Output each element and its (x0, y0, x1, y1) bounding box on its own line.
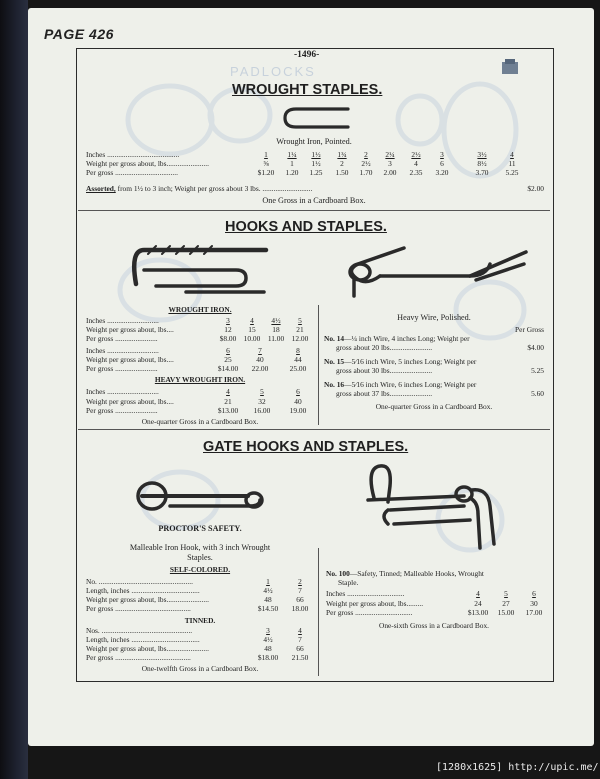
hooks-left-label-inches-2: Inches ............................ (86, 346, 159, 355)
gate-right-cell: 6 (532, 589, 536, 598)
wire-hook-price: 5.25 (531, 366, 544, 375)
wire-hook-num: No. 15 (324, 357, 345, 366)
gate-left-label-weight-2: Weight per gross about, lbs....................... (86, 644, 209, 653)
hooks-left-cell: 7 (258, 346, 262, 355)
wire-hook-num: No. 14 (324, 334, 345, 343)
wrought-cell: 4 (510, 150, 514, 159)
hooks-left-cell: 40 (294, 397, 302, 406)
hooks-left-label-weight-2: Weight per gross about, lbs.... (86, 355, 174, 364)
wrought-cell: 2¼ (385, 150, 395, 159)
wrought-hook-icon (126, 240, 276, 302)
wrought-cell: 2 (340, 159, 344, 168)
hooks-left-cell: 12.00 (291, 334, 309, 343)
heavy-wrought-iron-head: HEAVY WROUGHT IRON. (154, 375, 246, 384)
hooks-left-label-price-3: Per gross ....................... (86, 406, 158, 415)
gate-right-cell: 30 (530, 599, 538, 608)
gate-left-cell: 4 (298, 626, 302, 635)
gate-right-cell: 17.00 (525, 608, 543, 617)
hooks-left-label-price-2: Per gross ....................... (86, 364, 158, 373)
wire-hook-price: 5.60 (531, 389, 544, 398)
gate-right-label-price: Per gross ............................... (326, 608, 413, 617)
wrought-cell: 1¾ (337, 150, 347, 159)
book-spine (0, 0, 28, 779)
hooks-staples-title: HOOKS AND STAPLES. (225, 219, 387, 235)
safety-tinned-hook-icon (360, 460, 510, 552)
gate-left-cell: 18.00 (291, 604, 309, 613)
wire-hook-desc: —¼ inch Wire, 4 inches Long; Weight per (344, 334, 470, 343)
gate-right-cell: $13.00 (467, 608, 489, 617)
gate-left-label-length: Length, inches ..................................... (86, 586, 200, 595)
gate-left-cell: 7 (298, 635, 302, 644)
no100-line1 (326, 569, 484, 578)
wrought-cell: 3 (440, 150, 444, 159)
hooks-left-cell: 21 (224, 397, 232, 406)
no100-text: —Safety, Tinned; Malleable Hooks, Wrought (349, 569, 484, 578)
wrought-cell: 1½ (311, 159, 321, 168)
gate-right-cell: 27 (502, 599, 510, 608)
assorted-price: $2.00 (527, 184, 544, 193)
wrought-cell: 3½ (477, 150, 487, 159)
hooks-left-cell: $14.00 (217, 364, 239, 373)
wrought-cell: 2 (364, 150, 368, 159)
gate-left-label-no: No. ................................................... (86, 577, 193, 586)
wrought-cell: 1.20 (285, 168, 299, 177)
hooks-left-cell: 4 (226, 387, 230, 396)
wire-hook-desc: —5⁄16 inch Wire, 5 inches Long; Weight per (344, 357, 477, 366)
gate-left-label-price: Per gross ......................................... (86, 604, 191, 613)
hooks-left-label-inches-1: Inches ............................ (86, 316, 159, 325)
wire-hook-item (324, 334, 470, 343)
gate-left-cell: 48 (264, 644, 272, 653)
section-divider (78, 210, 550, 211)
wrought-cell: 2.00 (383, 168, 397, 177)
hooks-left-cell: 10.00 (243, 334, 261, 343)
background-title: PADLOCKS (230, 64, 316, 79)
hooks-left-cell: 25.00 (289, 364, 307, 373)
wire-hook-desc-2: gross about 37 lbs....................... (336, 389, 433, 398)
catalog-number: -1496- (294, 50, 320, 60)
brand-logo-icon (498, 58, 522, 78)
hooks-left-note: One-quarter Gross in a Cardboard Box. (141, 417, 259, 426)
hooks-left-cell: 5 (260, 387, 264, 396)
hooks-left-cell: $13.00 (217, 406, 239, 415)
wrought-cell: 8½ (477, 159, 487, 168)
assorted-text: from 1½ to 3 inch; Weight per gross about 3 lbs. ........................... (117, 184, 313, 193)
image-footer: [1280x1625] http://upic.me/ (436, 762, 599, 773)
wrought-staples-title: WROUGHT STAPLES. (232, 82, 383, 98)
gate-left-cell: 2 (298, 577, 302, 586)
gate-left-cell: 1 (266, 577, 270, 586)
column-divider (318, 305, 319, 425)
per-gross-head: Per Gross (515, 325, 544, 334)
gate-left-cell: 66 (296, 644, 304, 653)
hooks-left-cell: 8 (296, 346, 300, 355)
hooks-left-cell: 16.00 (253, 406, 271, 415)
wrought-cell: 1.25 (309, 168, 323, 177)
wire-hook-item (324, 357, 476, 366)
gate-left-cell: $18.00 (257, 653, 279, 662)
tinned-head: TINNED. (184, 616, 216, 625)
hooks-left-cell: 4 (250, 316, 254, 325)
hooks-left-cell: 22.00 (251, 364, 269, 373)
wire-hook-item (324, 380, 476, 389)
hooks-left-cell: 15 (248, 325, 256, 334)
wrought-cell: 1.70 (359, 168, 373, 177)
proctor-desc-1: Malleable Iron Hook, with 3 inch Wrought (129, 543, 271, 552)
section-divider (78, 429, 550, 430)
column-divider (318, 548, 319, 676)
wrought-cell: 2.35 (409, 168, 423, 177)
wire-hook-num: No. 16 (324, 380, 345, 389)
wrought-cell: ⅝ (263, 159, 269, 168)
wrought-cell: 1½ (311, 150, 321, 159)
hooks-left-cell: 6 (296, 387, 300, 396)
assorted-line (86, 184, 312, 193)
gate-right-cell: 15.00 (497, 608, 515, 617)
wrought-cell: 1¼ (287, 150, 297, 159)
wrought-cell: $1.20 (257, 168, 275, 177)
gate-left-cell: 48 (264, 595, 272, 604)
proctor-desc-2: Staples. (187, 553, 213, 562)
gate-right-cell: 5 (504, 589, 508, 598)
hooks-left-cell: 18 (272, 325, 280, 334)
hooks-left-label-weight-3: Weight per gross about, lbs.... (86, 397, 174, 406)
wire-hook-desc: —5⁄16 inch Wire, 6 inches Long; Weight per (344, 380, 477, 389)
gate-right-note: One-sixth Gross in a Cardboard Box. (378, 621, 490, 630)
hooks-left-cell: 11.00 (267, 334, 285, 343)
gate-left-cell: 21.50 (291, 653, 309, 662)
hooks-left-cell: 21 (296, 325, 304, 334)
hooks-left-cell: 19.00 (289, 406, 307, 415)
gate-left-cell: 66 (296, 595, 304, 604)
gate-hooks-title: GATE HOOKS AND STAPLES. (203, 439, 409, 455)
wrought-row-label-weight: Weight per gross about, lbs....................... (86, 159, 209, 168)
wrought-cell: 3 (388, 159, 392, 168)
gate-left-label-length-2: Length, inches ..................................... (86, 635, 200, 644)
wrought-note: One Gross in a Cardboard Box. (262, 196, 366, 205)
gate-left-label-nos: Nos. ................................................. (86, 626, 193, 635)
wrought-cell: 3.70 (475, 168, 489, 177)
gate-right-label-weight: Weight per gross about, lbs......... (326, 599, 424, 608)
wrought-iron-head: WROUGHT IRON. (168, 305, 232, 314)
hooks-left-cell: 44 (294, 355, 302, 364)
hooks-right-subtitle: Heavy Wire, Polished. (397, 313, 471, 322)
hooks-left-cell: 25 (224, 355, 232, 364)
hooks-left-cell: 3 (226, 316, 230, 325)
wrought-staple-icon (282, 104, 352, 134)
hooks-left-cell: 4½ (271, 316, 281, 325)
hooks-left-cell: 40 (256, 355, 264, 364)
hooks-left-label-inches-3: Inches ............................ (86, 387, 159, 396)
gate-left-note: One-twelfth Gross in a Cardboard Box. (141, 664, 259, 673)
gate-left-cell: 4½ (263, 586, 273, 595)
page-label: PAGE 426 (44, 26, 114, 42)
hooks-left-cell: $8.00 (219, 334, 237, 343)
wrought-row-label-inches: Inches ....................................... (86, 150, 180, 159)
hooks-left-cell: 6 (226, 346, 230, 355)
wrought-cell: 3.20 (435, 168, 449, 177)
wrought-cell: 11 (508, 159, 516, 168)
no100-line2: Staple. (338, 578, 359, 587)
wrought-cell: 4 (414, 159, 418, 168)
gate-right-label-inches: Inches ............................... (326, 589, 405, 598)
hooks-left-label-price-1: Per gross ....................... (86, 334, 158, 343)
hooks-right-note: One-quarter Gross in a Cardboard Box. (375, 402, 493, 411)
wrought-cell: 5.25 (505, 168, 519, 177)
proctor-safety-hook-icon (130, 470, 270, 520)
gate-left-label-price-2: Per gross ......................................... (86, 653, 191, 662)
wrought-cell: 1 (290, 159, 294, 168)
wire-hook-icon (340, 246, 530, 306)
hooks-left-cell: 32 (258, 397, 266, 406)
gate-left-cell: $14.50 (257, 604, 279, 613)
wrought-cell: 2½ (411, 150, 421, 159)
gate-left-label-weight: Weight per gross about, lbs....................... (86, 595, 209, 604)
gate-right-cell: 24 (474, 599, 482, 608)
gate-left-cell: 3 (266, 626, 270, 635)
hooks-left-cell: 5 (298, 316, 302, 325)
self-colored-head: SELF-COLORED. (169, 565, 231, 574)
wire-hook-desc-2: gross about 30 lbs....................... (336, 366, 433, 375)
wrought-cell: 1 (264, 150, 268, 159)
gate-left-cell: 7 (298, 586, 302, 595)
proctor-safety-name: PROCTOR'S SAFETY. (158, 524, 242, 533)
gate-right-cell: 4 (476, 589, 480, 598)
wire-hook-desc-2: gross about 20 lbs....................... (336, 343, 433, 352)
hooks-left-label-weight-1: Weight per gross about, lbs.... (86, 325, 174, 334)
wrought-row-label-price: Per gross .................................. (86, 168, 178, 177)
assorted-label: Assorted, (86, 184, 116, 193)
gate-left-cell: 4½ (263, 635, 273, 644)
wrought-subtitle: Wrought Iron, Pointed. (276, 137, 352, 146)
wrought-cell: 6 (440, 159, 444, 168)
wrought-cell: 1.50 (335, 168, 349, 177)
wrought-cell: 2½ (361, 159, 371, 168)
no100-num: No. 100 (326, 569, 350, 578)
wire-hook-price: $4.00 (527, 343, 544, 352)
hooks-left-cell: 12 (224, 325, 232, 334)
